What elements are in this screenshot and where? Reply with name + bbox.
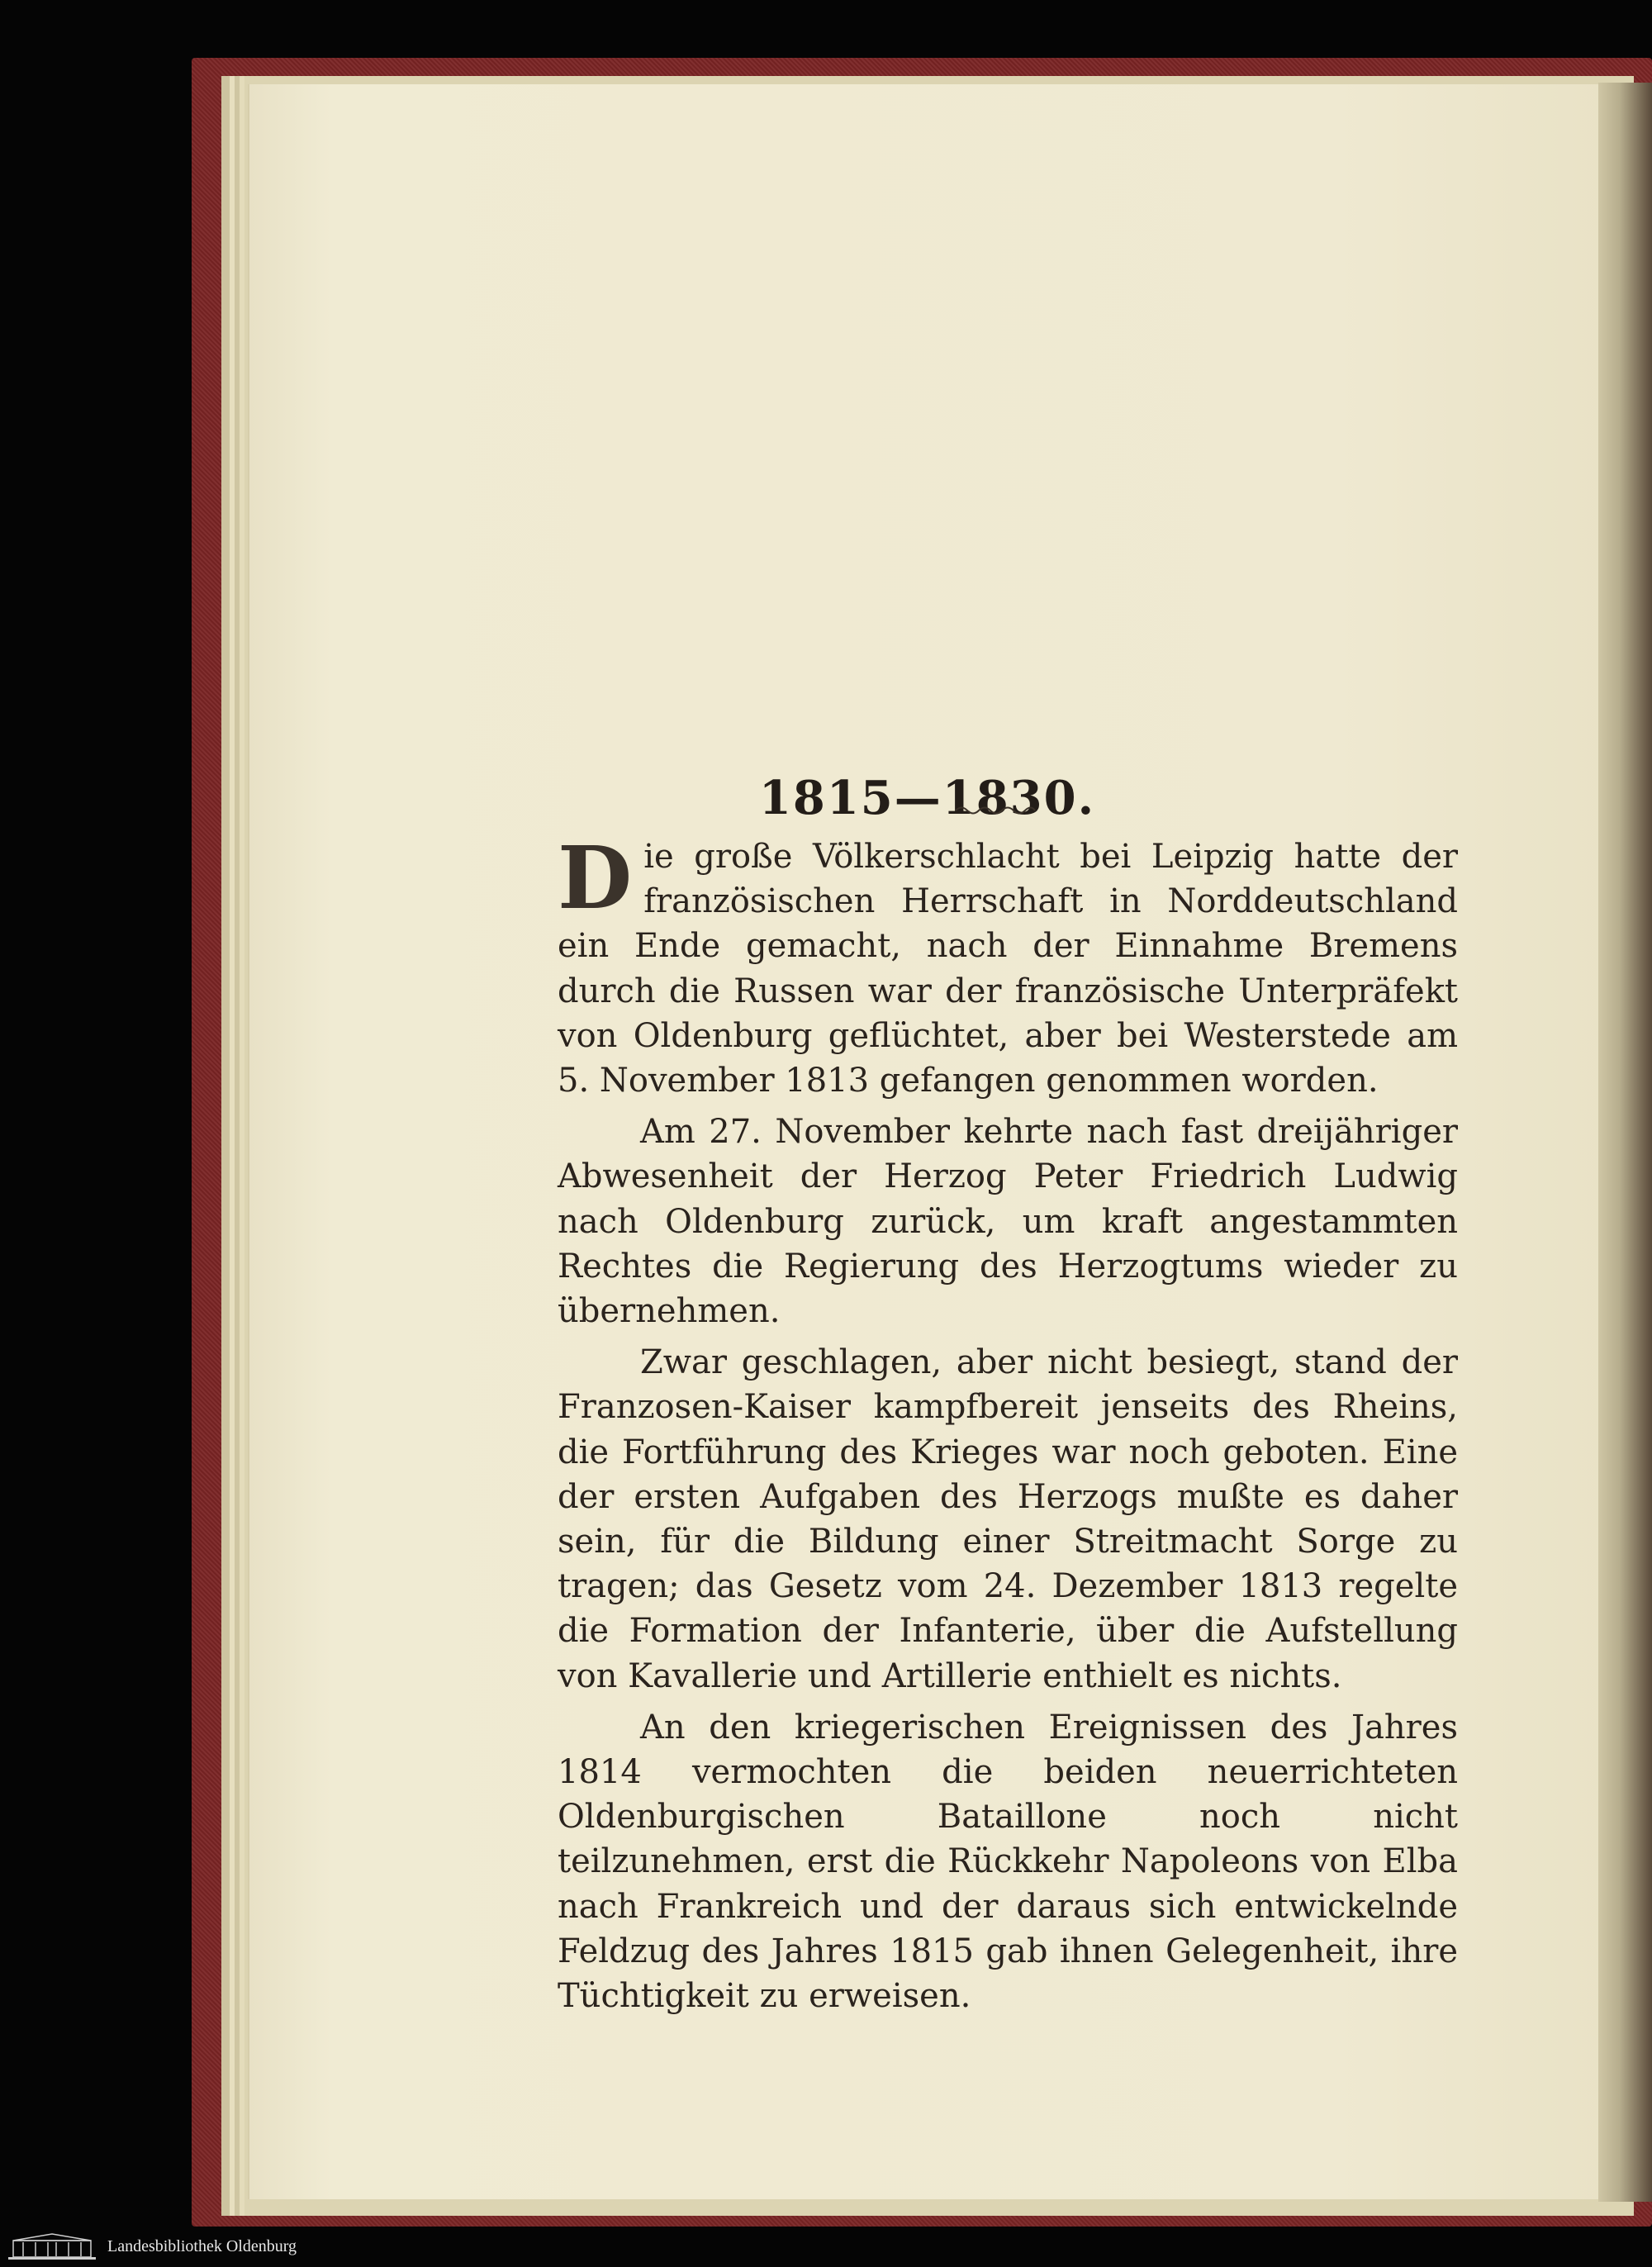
book-gutter bbox=[1598, 83, 1652, 2202]
library-building-icon bbox=[7, 2232, 97, 2262]
paragraph-4: An den kriegerischen Ereignissen des Jahres 1814 vermochten die beiden neuerrichteten Oldenburgischen Bataillone noch nicht teilzunehmen, erst die Rückkehr Napoleons von Elba nach Frankreich und der daraus sich entwickelnde Feldzug des Jahres 1815 gab ihnen Gelegenheit, ihre Tüchtigkeit zu erweisen. bbox=[558, 1708, 1458, 2016]
body-text bbox=[558, 827, 1458, 2025]
paragraph-1-text: ie große Völkerschlacht bei Leipzig hatte der französischen Herrschaft in Norddeutschland ein Ende gemacht, nach der Einnahme Bremens durch die Russen war der französische Unterpräfekt von Oldenburg geflüchtet, aber bei Westerstede am 5. November 1813 gefangen genommen worden. bbox=[558, 838, 1458, 1100]
library-name[interactable]: Landesbibliothek Oldenburg bbox=[107, 2237, 297, 2255]
title-ornament-icon bbox=[954, 803, 1037, 818]
drop-cap: D bbox=[558, 827, 633, 929]
chapter-title: 1815—1830. bbox=[758, 770, 1096, 825]
paragraph-3: Zwar geschlagen, aber nicht besiegt, stand der Franzosen-Kaiser kampfbereit jenseits des Rheins, die Fortführung des Krieges war noch geboten. Eine der ersten Aufgaben des Herzogs mußte es daher sein, für die Bildung einer Streitmacht Sorge zu tragen; das Gesetz vom 24. Dezember 1813 regelte die Formation der Infanterie, über die Aufstellung von Kavallerie und Artillerie enthielt es nichts. bbox=[558, 1343, 1458, 1695]
paragraph-1 bbox=[558, 827, 1458, 1103]
paragraph-2: Am 27. November kehrte nach fast dreijähriger Abwesenheit der Herzog Peter Friedrich Ludwig nach Oldenburg zurück, um kraft angestammten Rechtes die Regierung des Herzogtums wieder zu übernehmen. bbox=[558, 1113, 1458, 1331]
